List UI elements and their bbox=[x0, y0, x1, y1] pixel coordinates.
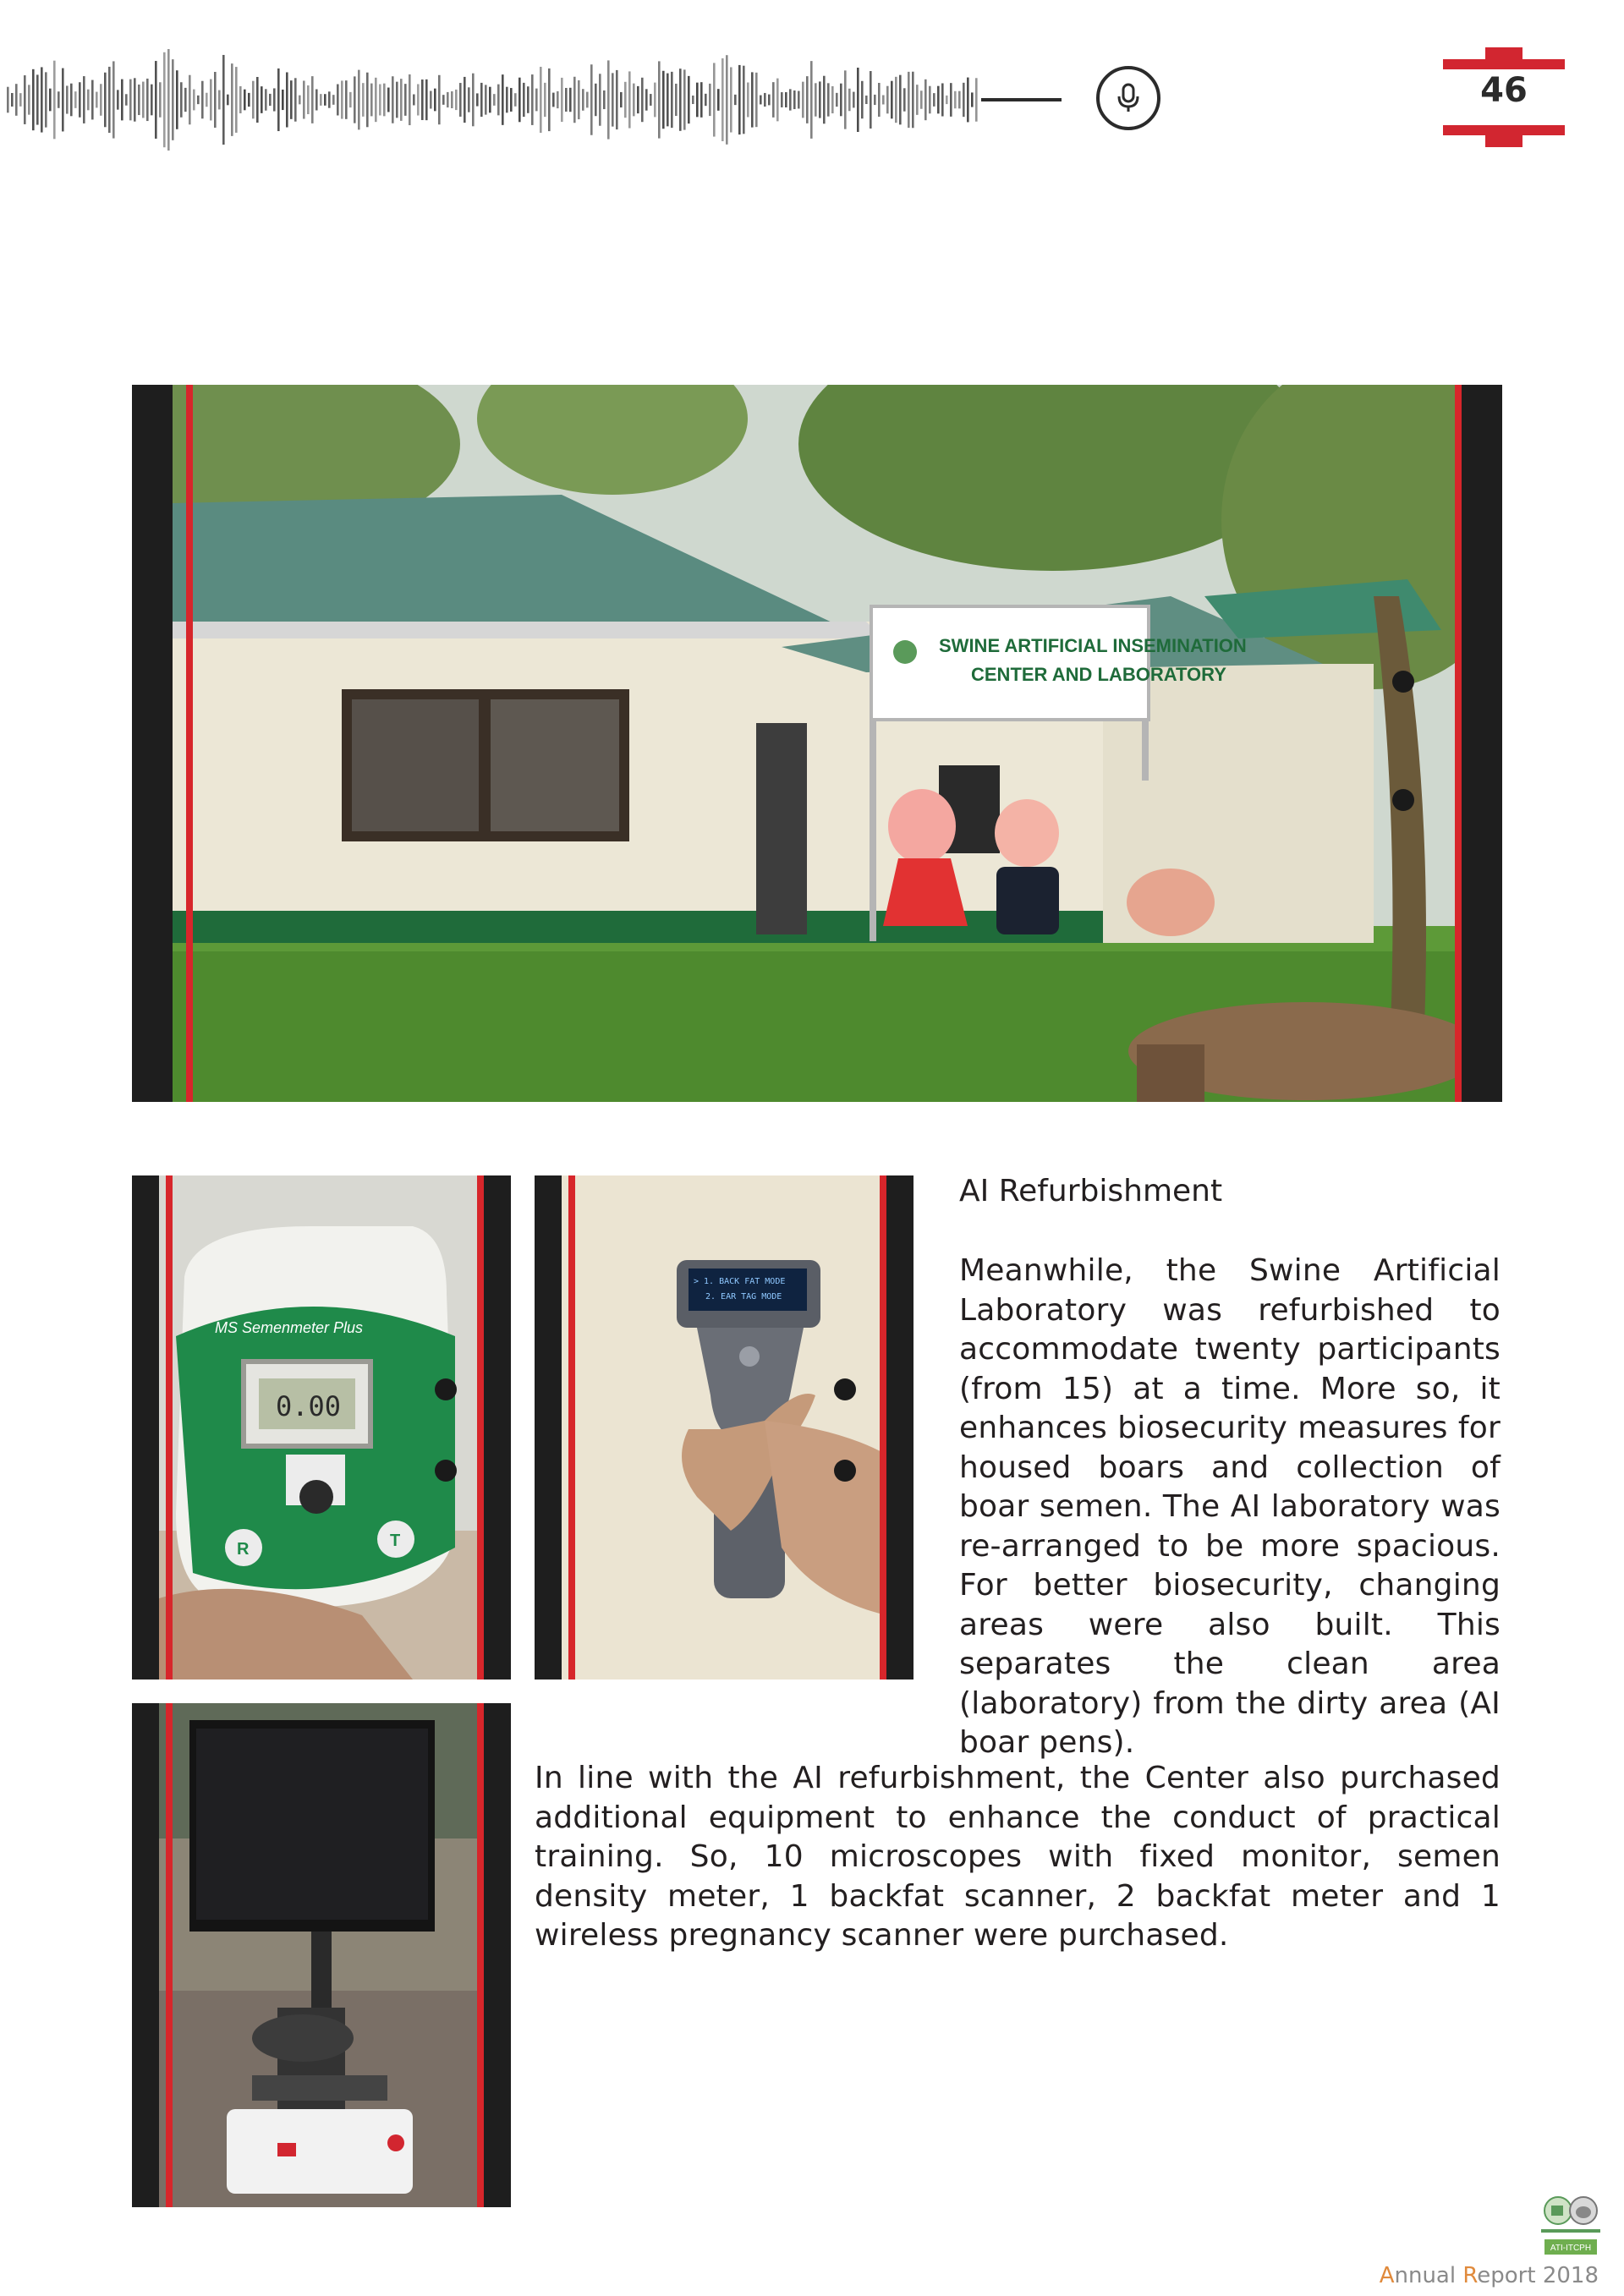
waveform-bar bbox=[506, 87, 508, 113]
waveform-bar bbox=[950, 83, 952, 117]
waveform-bar bbox=[409, 74, 411, 125]
waveform-bar bbox=[392, 76, 394, 123]
waveform-bar bbox=[485, 85, 487, 114]
waveform-bar bbox=[929, 86, 931, 114]
waveform-bar bbox=[870, 71, 872, 129]
waveform-bar bbox=[201, 81, 204, 119]
waveform-bar bbox=[459, 83, 462, 117]
waveform-bar bbox=[11, 93, 14, 107]
waveform-bar bbox=[535, 89, 538, 112]
waveform-bar bbox=[751, 72, 754, 127]
waveform-bar bbox=[616, 70, 618, 129]
waveform-bar bbox=[755, 73, 758, 127]
waveform-bar bbox=[370, 84, 373, 117]
waveform-bar bbox=[404, 84, 407, 116]
waveform-bar bbox=[781, 92, 783, 107]
waveform-bar bbox=[269, 94, 272, 106]
microphone-icon bbox=[1116, 83, 1140, 113]
waveform-bar bbox=[946, 96, 948, 104]
waveform-bar bbox=[700, 82, 703, 118]
red-frame-line bbox=[186, 385, 193, 1102]
waveform-bar bbox=[425, 79, 428, 120]
waveform-bar bbox=[96, 92, 98, 108]
waveform-bar bbox=[256, 77, 259, 123]
waveform-bar bbox=[595, 84, 597, 116]
waveform-bar bbox=[58, 91, 60, 108]
waveform-bar bbox=[172, 59, 174, 140]
waveform-bar bbox=[455, 90, 458, 110]
waveform-bar bbox=[383, 84, 386, 117]
waveform-bar bbox=[265, 89, 267, 110]
waveform-bar bbox=[41, 67, 43, 132]
red-frame-line bbox=[166, 1175, 173, 1680]
waveform-bar bbox=[696, 83, 699, 118]
waveform-bar bbox=[878, 83, 881, 117]
waveform-bar bbox=[337, 85, 339, 116]
frame-dot bbox=[435, 1378, 457, 1400]
waveform-bar bbox=[74, 91, 77, 108]
waveform-bar bbox=[840, 84, 842, 117]
waveform-bar bbox=[827, 83, 830, 116]
waveform-bar bbox=[129, 79, 132, 121]
audio-waveform-graphic bbox=[0, 25, 1066, 195]
waveform-bar bbox=[375, 78, 377, 122]
waveform-bar bbox=[831, 86, 834, 113]
waveform-bar bbox=[468, 87, 470, 112]
waveform-bar bbox=[658, 61, 661, 138]
waveform-bar bbox=[523, 83, 525, 117]
waveform-bar bbox=[121, 79, 123, 121]
waveform-bar bbox=[146, 79, 149, 121]
waveform-bar bbox=[675, 84, 678, 116]
waveform-bar bbox=[489, 87, 491, 113]
waveform-bar bbox=[252, 81, 255, 119]
waveform-bar bbox=[895, 77, 897, 123]
waveform-bar bbox=[218, 90, 221, 110]
waveform-bar bbox=[197, 96, 200, 104]
footer-title-accent-1: A bbox=[1379, 2263, 1395, 2288]
waveform-bar bbox=[206, 93, 208, 107]
waveform-bar bbox=[210, 79, 212, 121]
swine-ai-center-building-photo bbox=[173, 385, 1462, 1102]
waveform-bar bbox=[527, 86, 529, 113]
waveform-bar bbox=[294, 78, 297, 121]
waveform-bar bbox=[447, 92, 449, 107]
sign-line-2: CENTER AND LABORATORY bbox=[971, 664, 1226, 685]
waveform-bar bbox=[282, 90, 284, 110]
waveform-bar bbox=[776, 79, 779, 122]
waveform-bar bbox=[142, 82, 145, 118]
waveform-bar bbox=[396, 82, 398, 118]
waveform-bar bbox=[45, 72, 47, 127]
waveform-bar bbox=[705, 94, 707, 106]
institution-logo bbox=[1538, 2192, 1604, 2263]
frame-dot bbox=[834, 1378, 856, 1400]
waveform-bar bbox=[299, 96, 301, 105]
waveform-bar bbox=[772, 82, 775, 118]
waveform-bar bbox=[612, 73, 614, 126]
waveform-bar bbox=[633, 84, 635, 117]
waveform-bar bbox=[112, 61, 115, 138]
waveform-bar bbox=[738, 65, 741, 134]
waveform-bar bbox=[231, 63, 233, 136]
article-paragraph-2: In line with the AI refurbishment, the Center also purchased additional equipment to enhance the conduct of practical training. So, 10 microscopes with fixed monitor, semen density meter, 1 backfat scanner, 2 backfat meter and 1 wireless pregnancy scanner were purchased. bbox=[535, 1761, 1501, 1953]
waveform-bar bbox=[518, 78, 521, 123]
waveform-bar bbox=[379, 85, 381, 116]
waveform-bar bbox=[785, 92, 787, 107]
waveform-bar bbox=[184, 88, 187, 112]
waveform-bar bbox=[683, 69, 686, 129]
waveform-bar bbox=[497, 85, 500, 116]
waveform-bar bbox=[493, 94, 496, 106]
page-number: 46 bbox=[1480, 71, 1528, 110]
waveform-bar bbox=[36, 74, 39, 124]
waveform-bar bbox=[798, 91, 800, 109]
article-paragraph-1: Meanwhile, the Swine Artificial Laboratory was refurbished to accommodate twenty participants (from 15) at a time. More so, it enhances biosecurity measures for housed boars and collection of boar semen. The AI laboratory was re-arranged to be more spacious. For better biosecurity, changing areas were also built. This separates the clean area (laboratory) from the dirty area (AI boar pens). bbox=[959, 1253, 1501, 1760]
waveform-bar bbox=[286, 72, 288, 127]
waveform-bar bbox=[87, 90, 90, 111]
waveform-bar bbox=[552, 93, 555, 107]
waveform-bar bbox=[413, 95, 415, 106]
waveform-bar bbox=[83, 76, 85, 123]
waveform-bar bbox=[810, 61, 813, 139]
waveform-bar bbox=[235, 67, 238, 133]
waveform-bar bbox=[345, 80, 348, 119]
waveform-bar bbox=[167, 49, 170, 151]
waveform-bar bbox=[28, 85, 30, 114]
waveform-bar bbox=[91, 80, 94, 120]
waveform-bar bbox=[108, 67, 111, 133]
waveform-bar bbox=[324, 94, 326, 106]
red-frame-line bbox=[1455, 385, 1462, 1102]
waveform-bar bbox=[721, 58, 724, 141]
waveform-bar bbox=[66, 85, 69, 113]
waveform-bar bbox=[176, 70, 178, 129]
waveform-bar bbox=[138, 85, 140, 115]
waveform-bar bbox=[578, 80, 580, 119]
waveform-bar bbox=[366, 73, 369, 128]
waveform-bar bbox=[561, 78, 563, 122]
waveform-bar bbox=[514, 93, 517, 107]
waveform-bar bbox=[899, 75, 902, 125]
waveform-bar bbox=[100, 84, 102, 116]
waveform-bar bbox=[480, 83, 483, 117]
waveform-bar bbox=[793, 90, 796, 109]
frame-dot bbox=[1392, 671, 1414, 693]
semenmeter-device-photo bbox=[159, 1175, 484, 1680]
frame-dot bbox=[435, 1460, 457, 1482]
waveform-bar bbox=[476, 93, 479, 106]
waveform-bar bbox=[662, 71, 665, 129]
section-title: AI Refurbishment bbox=[959, 1174, 1223, 1208]
waveform-bar bbox=[290, 80, 293, 119]
waveform-bar bbox=[193, 90, 195, 111]
waveform-bar bbox=[954, 91, 957, 108]
waveform-bar bbox=[624, 82, 627, 118]
waveform-bar bbox=[806, 76, 809, 123]
waveform-bar bbox=[362, 83, 365, 117]
waveform-bar bbox=[163, 52, 166, 147]
waveform-bar bbox=[865, 96, 868, 104]
waveform-bar bbox=[53, 61, 56, 140]
waveform-bar bbox=[24, 75, 26, 124]
waveform-bar bbox=[874, 95, 876, 105]
semenmeter-photo-frame bbox=[132, 1175, 511, 1680]
scanner-screen-line-1: > 1. BACK FAT MODE bbox=[694, 1277, 786, 1286]
waveform-bar bbox=[273, 88, 276, 111]
waveform-bar bbox=[434, 89, 436, 112]
waveform-bar bbox=[916, 85, 919, 115]
red-frame-line bbox=[166, 1703, 173, 2207]
waveform-bar bbox=[180, 82, 183, 117]
waveform-bar bbox=[239, 86, 242, 113]
waveform-bar bbox=[836, 93, 838, 107]
waveform-bar bbox=[679, 68, 682, 131]
waveform-bar bbox=[277, 68, 280, 131]
sign-line-1: SWINE ARTIFICIAL INSEMINATION bbox=[939, 635, 1247, 656]
waveform-bar bbox=[861, 81, 864, 118]
waveform-bar bbox=[726, 55, 728, 145]
red-frame-line bbox=[477, 1703, 484, 2207]
waveform-bar bbox=[155, 61, 157, 139]
waveform-bar bbox=[315, 89, 318, 110]
waveform-bar bbox=[857, 68, 859, 132]
waveform-bar bbox=[417, 84, 420, 115]
waveform-bar bbox=[599, 74, 601, 125]
waveform-bar bbox=[671, 72, 673, 128]
waveform-bar bbox=[582, 89, 584, 111]
waveform-bar bbox=[159, 82, 162, 117]
waveform-bar bbox=[49, 89, 52, 112]
waveform-bar bbox=[214, 72, 217, 128]
waveform-bar bbox=[222, 55, 225, 145]
microphone-button[interactable] bbox=[1096, 66, 1160, 130]
meter-key-r: R bbox=[237, 1540, 250, 1559]
waveform-bar bbox=[645, 89, 648, 110]
waveform-bar bbox=[941, 83, 944, 116]
waveform-bar bbox=[442, 95, 445, 105]
waveform-bar bbox=[815, 83, 817, 116]
waveform-bar bbox=[341, 80, 343, 118]
waveform-bar bbox=[628, 71, 631, 128]
waveform-bar bbox=[586, 92, 589, 108]
waveform-bar bbox=[303, 80, 305, 118]
frame-dot bbox=[834, 1460, 856, 1482]
waveform-bar bbox=[387, 88, 390, 112]
backfat-scanner-photo bbox=[562, 1175, 886, 1680]
waveform-bar bbox=[903, 88, 906, 111]
meter-reading: 0.00 bbox=[276, 1390, 342, 1422]
waveform-bar bbox=[637, 86, 639, 113]
waveform-bar bbox=[688, 76, 690, 123]
waveform-bar bbox=[764, 93, 766, 107]
waveform-bar bbox=[354, 76, 356, 123]
waveform-bar bbox=[244, 90, 246, 111]
waveform-bar bbox=[117, 90, 119, 109]
waveform-bar bbox=[421, 79, 424, 120]
waveform-bar bbox=[472, 74, 475, 127]
waveform-bar bbox=[844, 70, 847, 129]
main-photo-frame bbox=[132, 385, 1502, 1102]
waveform-bar bbox=[565, 88, 568, 112]
waveform-bar bbox=[510, 88, 513, 112]
waveform-bar bbox=[15, 84, 18, 116]
waveform-bar bbox=[603, 90, 606, 109]
waveform-bar bbox=[151, 85, 153, 116]
waveform-bar bbox=[789, 89, 792, 110]
waveform-bar bbox=[975, 78, 978, 121]
waveform-bar bbox=[307, 85, 310, 114]
footer-report-title bbox=[1380, 2263, 1599, 2288]
waveform-bar bbox=[908, 72, 910, 128]
waveform-bar bbox=[590, 64, 593, 134]
footer-title-accent-2: R bbox=[1462, 2263, 1478, 2288]
waveform-bar bbox=[819, 81, 821, 118]
red-frame-line bbox=[568, 1175, 575, 1680]
waveform-bar bbox=[32, 69, 35, 130]
red-frame-line bbox=[477, 1175, 484, 1680]
red-frame-line bbox=[880, 1175, 886, 1680]
waveform-bar bbox=[717, 89, 720, 111]
waveform-bar bbox=[7, 87, 9, 113]
waveform-bar bbox=[667, 74, 669, 127]
waveform-bar bbox=[189, 75, 191, 125]
waveform-bar bbox=[620, 92, 623, 107]
frame-dot bbox=[1392, 789, 1414, 811]
waveform-bar bbox=[332, 95, 335, 105]
waveform-bar bbox=[734, 95, 737, 105]
waveform-bar bbox=[358, 70, 360, 130]
waveform-bar bbox=[958, 91, 961, 109]
waveform-bar bbox=[848, 89, 851, 111]
waveform-bar bbox=[747, 83, 749, 118]
waveform-bar bbox=[654, 83, 656, 118]
waveform-bar bbox=[79, 82, 81, 118]
waveform-bar bbox=[924, 79, 927, 120]
waveform-bar bbox=[438, 75, 441, 124]
waveform-bar bbox=[540, 67, 542, 133]
waveform-bar bbox=[248, 93, 250, 107]
waveform-bar bbox=[548, 68, 551, 131]
waveform-bar bbox=[261, 86, 263, 113]
waveform-bar bbox=[886, 86, 889, 114]
waveform-bar bbox=[134, 78, 136, 121]
waveform-bar bbox=[768, 95, 771, 106]
footer-title-part-1: nnual bbox=[1394, 2263, 1463, 2288]
waveform-bar bbox=[709, 84, 711, 116]
waveform-bar bbox=[823, 76, 826, 124]
waveform-bar bbox=[743, 66, 745, 134]
scanner-photo-frame bbox=[535, 1175, 914, 1680]
page-number-block bbox=[1443, 47, 1565, 149]
microscope-photo-frame bbox=[132, 1703, 511, 2207]
waveform-bar bbox=[573, 77, 576, 123]
waveform-bar bbox=[125, 94, 128, 105]
waveform-bar bbox=[891, 81, 893, 119]
waveform-bar bbox=[920, 90, 923, 108]
waveform-bar bbox=[19, 93, 22, 107]
waveform-bar bbox=[557, 91, 559, 108]
waveform-bar bbox=[933, 93, 935, 107]
waveform-bar bbox=[502, 74, 504, 125]
waveform-bar bbox=[531, 74, 534, 125]
waveform-bar bbox=[760, 96, 762, 105]
waveform-bar bbox=[227, 95, 229, 106]
waveform-bar bbox=[912, 72, 914, 129]
waveform-bar bbox=[882, 95, 885, 104]
waveform-bar bbox=[349, 92, 352, 107]
waveform-bar bbox=[104, 73, 107, 128]
waveform-bar bbox=[967, 78, 969, 123]
waveform-bar bbox=[70, 84, 73, 117]
waveform-bar bbox=[430, 90, 432, 108]
waveform-bar bbox=[320, 94, 322, 106]
waveform-bar bbox=[937, 86, 940, 114]
waveform-bar bbox=[802, 82, 804, 118]
waveform-bar bbox=[464, 77, 466, 123]
waveform-bar bbox=[311, 76, 314, 123]
waveform-bar bbox=[963, 83, 965, 117]
waveform-bar bbox=[650, 94, 652, 106]
meter-brand: MS Semenmeter Plus bbox=[215, 1319, 364, 1336]
waveform-bar bbox=[607, 60, 610, 139]
scanner-screen-line-2: 2. EAR TAG MODE bbox=[705, 1292, 782, 1301]
logo-text: ATI-ITCPH bbox=[1550, 2244, 1592, 2253]
waveform-bar bbox=[853, 92, 855, 108]
waveform-bar bbox=[544, 83, 546, 117]
meter-key-t: T bbox=[390, 1532, 401, 1550]
waveform-bar bbox=[400, 79, 403, 121]
footer-title-part-2: eport 2018 bbox=[1477, 2263, 1599, 2288]
waveform-bar bbox=[971, 92, 974, 107]
waveform-bar bbox=[730, 67, 732, 132]
waveform-bar bbox=[451, 91, 453, 108]
microscope-with-monitor-photo bbox=[159, 1703, 484, 2207]
waveform-bar bbox=[328, 91, 331, 107]
waveform-bar bbox=[569, 88, 572, 112]
waveform-bar bbox=[641, 78, 644, 122]
waveform-bar bbox=[62, 68, 64, 132]
waveform-bar bbox=[713, 63, 716, 136]
waveform-bar bbox=[692, 96, 694, 104]
